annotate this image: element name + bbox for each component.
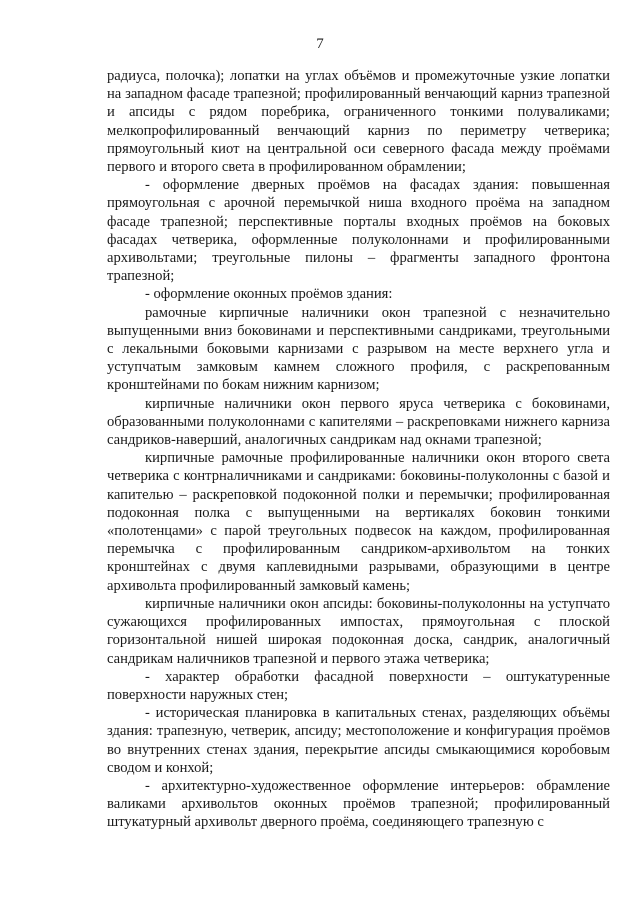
paragraph: радиуса, полочка); лопатки на углах объёмов и промежуточные узкие лопатки на западном фасаде трапезной; профилированный венчающий карниз трапезной и апсиды с рядом поребрика, ограниченного тонкими полуваликами; мелкопрофилированный венчающий карниз по периметру четверика; прямоугольный киот на центральной оси северного фасада между проёмами первого и второго света в профилированном обрамлении; bbox=[107, 68, 610, 176]
paragraph: - оформление дверных проёмов на фасадах здания: повышенная прямоугольная с арочной перемычкой ниша входного проёма на западном фасаде трапезной; перспективные порталы входных проёмов на боковых фасадах четверика, оформленные полуколоннами и профилированными архивольтами; треугольные пилоны – фрагменты западного фронтона трапезной; bbox=[107, 177, 610, 285]
paragraph: рамочные кирпичные наличники окон трапезной с незначительно выпущенными вниз боковинами и перспективными сандриками, треугольными с лекальными боковыми карнизами с разрывом на месте верхнего угла и уступчатым замковым камнем сложного профиля, с раскрепованным кронштейнами по бокам нижним карнизом; bbox=[107, 304, 610, 394]
paragraph: - историческая планировка в капитальных стенах, разделяющих объёмы здания: трапезную, четверик, апсиду; местоположение и конфигурация проёмов во внутренних стенах здания, перекрытие апсиды смыкающимися коробовым сводом и конхой; bbox=[107, 705, 610, 776]
paragraph: кирпичные наличники окон апсиды: боковины-полуколонны на уступчато сужающихся профилированных импостах, прямоугольная с плоской горизонтальной нишей широкая подоконная доска, сандрик, аналогичный сандрикам наличников трапезной и первого этажа четверика; bbox=[107, 595, 610, 667]
paragraph: - оформление оконных проёмов здания: bbox=[145, 286, 393, 303]
paragraph: кирпичные наличники окон первого яруса четверика с боковинами, образованными полуколоннами с капителями – раскреповками нижнего карниза сандриков-наверший, аналогичных сандрикам над окнами трапезной; bbox=[107, 395, 610, 449]
paragraph: - архитектурно-художественное оформление интерьеров: обрамление валиками архивольтов оконных проёмов трапезной; профилированный штукатурный архивольт дверного проёма, соединяющего трапезную с bbox=[107, 777, 610, 831]
page-number: 7 bbox=[316, 36, 324, 52]
paragraph: кирпичные рамочные профилированные наличники окон второго света четверика с контрналичниками и сандриками: боковины-полуколонны с базой и капителью – раскреповкой подоконной полки и перемычки; профилированная подоконная полка с выпущенными на вертикалях боковин тонкими «полотенцами» с парой треугольных подвесок на каждом, профилированная перемычка с профилированным сандриком-архивольтом на тонких кронштейнах с двумя каплевидными разрывами, образующими в центре архивольта профилированный замковый камень; bbox=[107, 450, 610, 594]
paragraph: - характер обработки фасадной поверхности – оштукатуренные поверхности наружных стен; bbox=[107, 668, 610, 703]
document-body bbox=[107, 67, 610, 832]
